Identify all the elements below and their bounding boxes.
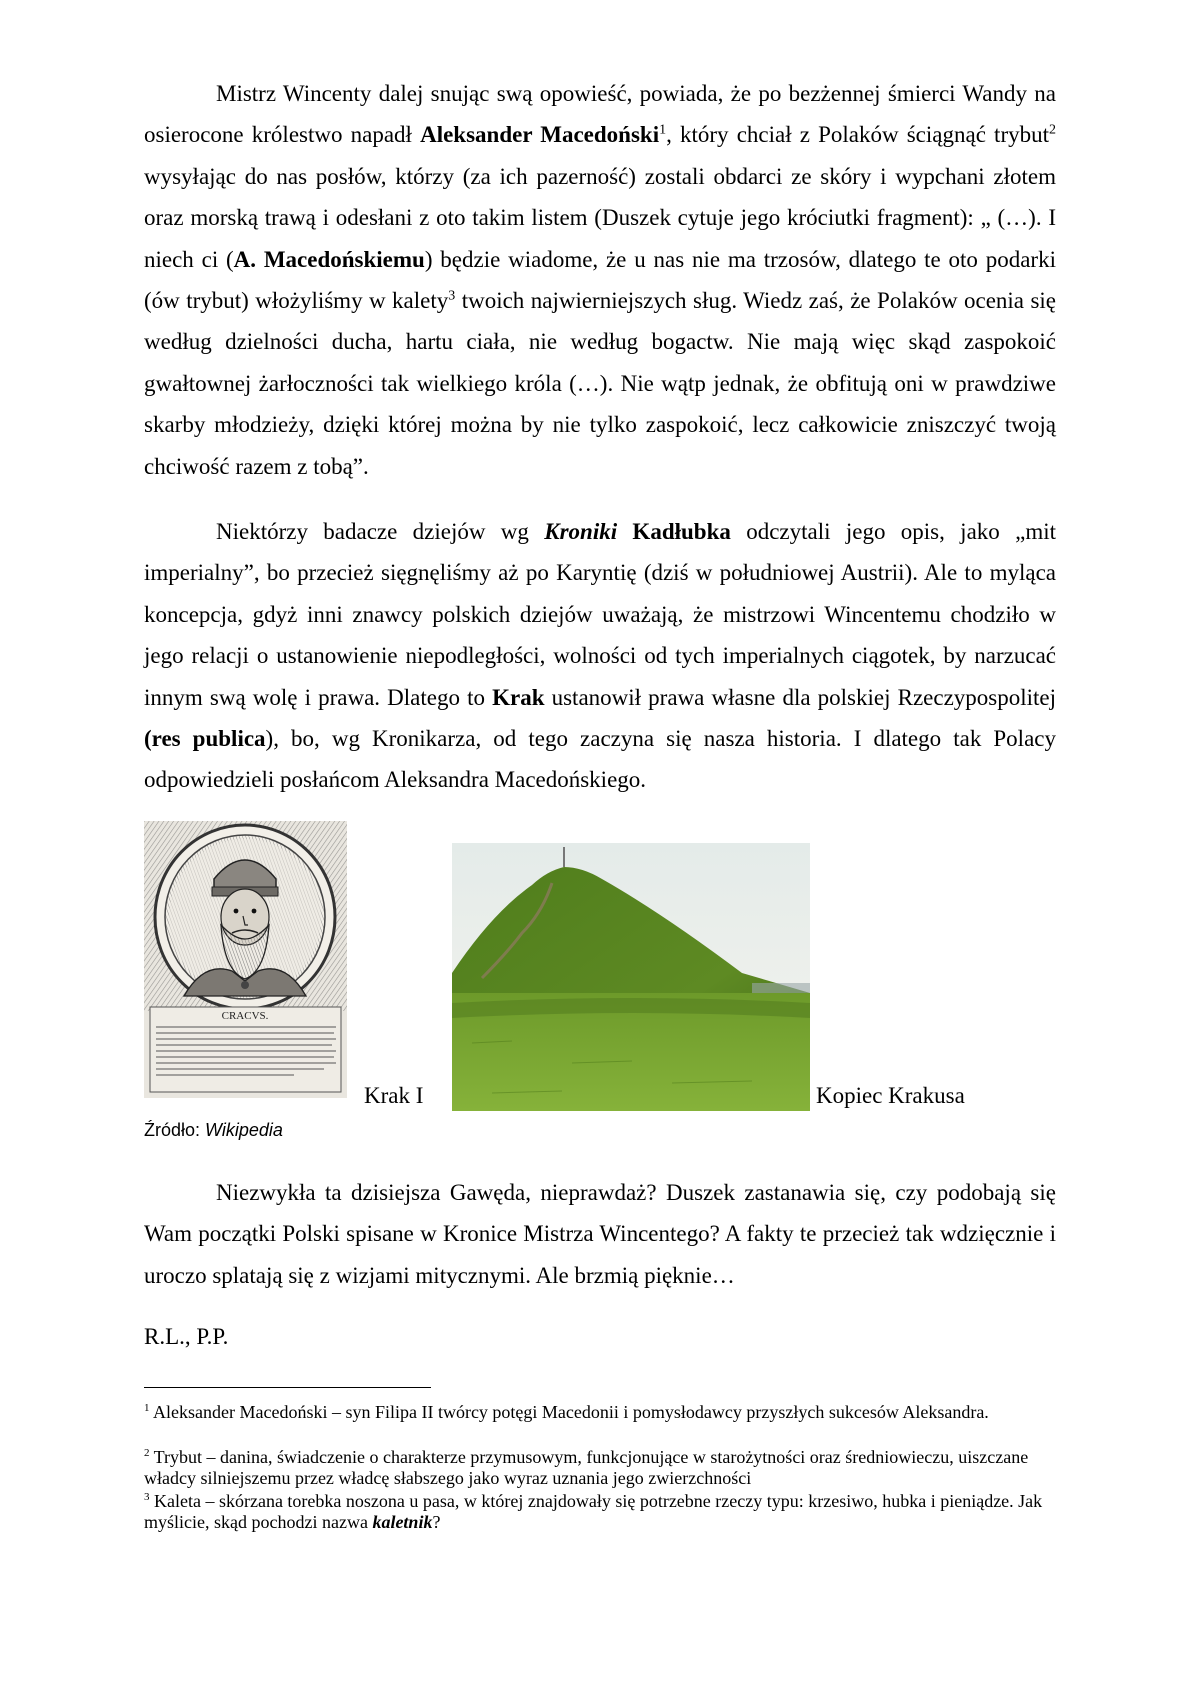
- footnote-text: Kaleta – skórzana torebka noszona u pasa, w której znajdowały się potrzebne rzeczy typu: krzesiwo, hubka i pieniądze. Jak myślicie, skąd pochodzi nazwa: [144, 1491, 1043, 1532]
- footnote-ref-3[interactable]: 3: [448, 288, 456, 304]
- engraving-illustration: [144, 821, 347, 1098]
- bold-name: Aleksander Macedoński: [420, 122, 660, 148]
- footnote-emphasis: kaletnik: [372, 1512, 433, 1532]
- text-run: wysyłając do nas posłów, którzy (za ich pazerność) zostali obdarci ze skóry i wypchani złotem oraz morską trawą i odesłani z oto takim listem (Duszek cytuje jego króciutki fragment): „ (…). I niech ci (: [144, 163, 1056, 272]
- footnote-3: [144, 1491, 1056, 1533]
- signature: R.L., P.P.: [144, 1324, 229, 1349]
- text-run: Niezwykła ta dzisiejsza Gawęda, nieprawdaż? Duszek zastanawia się, czy podobają się Wam początki Polski spisane w Kronice Mistrza Wincentego? A fakty te przecież tak wdzięcznie i uroczo splatają się z wizjami mitycznymi. Ale brzmią pięknie…: [144, 1180, 1056, 1288]
- footnote-2: [144, 1447, 1056, 1489]
- footnote-1: [144, 1402, 1056, 1423]
- text-run: ) będzie wiadome, że u nas nie ma trzosów, dlatego te oto podarki (ów trybut) włożyliśmy w kalety: [144, 246, 1056, 314]
- footnote-text: Aleksander Macedoński – syn Filipa II twórcy potęgi Macedonii i pomysłodawcy przyszłych sukcesów Aleksandra.: [149, 1402, 989, 1422]
- text-run: odczytali jego opis, jako „mit imperialny”, bo przecież sięgnęliśmy aż po Karyntię (dziś w południowej Austrii). Ale to myląca koncepcja, gdyż inni znawcy polskich dziejów uważają, że mistrzowi Wincentemu chodziło w jego relacji o ustanowienie niepodległości, wolności od tych imperialnych ciągotek, by narzucać innym swą wolę i prawa. Dlatego to: [144, 519, 1056, 710]
- text-run: , który chciał z Polaków ściągnąć trybut: [666, 122, 1049, 148]
- mound-photo-illustration: [452, 843, 810, 1111]
- footnote-ref-1[interactable]: 1: [659, 122, 667, 138]
- bold-name: A. Macedońskiemu: [233, 246, 425, 272]
- krak-portrait-image: [144, 821, 347, 1098]
- footnote-text: Trybut – danina, świadczenie o charakterze przymusowym, funkcjonujące w starożytności oraz średniowieczu, uiszczane władcy silniejszemu przez władcę słabszego jako wyraz uznania jego zwierzchności: [144, 1447, 1029, 1488]
- text-run: ustanowił prawa własne dla polskiej Rzeczypospolitej: [544, 684, 1056, 710]
- bold-name: Kadłubka: [617, 519, 731, 544]
- mound-label: Kopiec Krakusa: [816, 1083, 965, 1108]
- paragraph-1: [144, 73, 1056, 487]
- kopiec-krakusa-photo: [452, 843, 810, 1111]
- source-prefix: Źródło:: [144, 1120, 206, 1140]
- footnote-number: 2: [144, 1447, 150, 1459]
- paragraph-2: [144, 511, 1056, 801]
- portrait-label: Krak I: [364, 1083, 424, 1108]
- footnote-ref-2[interactable]: 2: [1049, 122, 1056, 138]
- bold-italic-title: Kroniki: [544, 519, 618, 544]
- footnote-separator: [144, 1387, 431, 1388]
- paragraph-3: [144, 1172, 1056, 1296]
- text-run: Niektórzy badacze dziejów wg: [216, 519, 545, 544]
- text-run: ), bo, wg Kronikarza, od tego zaczyna się nasza historia. I dlatego tak Polacy odpowiedzieli posłańcom Aleksandra Macedońskiego.: [144, 726, 1056, 793]
- bold-name: Krak: [492, 684, 545, 710]
- footnote-end: ?: [432, 1512, 441, 1532]
- text-run: twoich najwierniejszych sług. Wiedz zaś, że Polaków ocenia się według dzielności ducha, hartu ciała, nie według bogactw. Nie mają więc skąd zaspokoić gwałtownej żarłoczności tak wielkiego króla (…). Nie wątp jednak, że obfitują oni w prawdziwe skarby młodzieży, dzięki której można by nie tylko zaspokoić, lecz całkowicie zniszczyć twoją chciwość razem z tobą”.: [144, 288, 1056, 479]
- footnote-number: 1: [144, 1402, 150, 1414]
- footnote-number: 3: [144, 1491, 150, 1503]
- image-source: [144, 1120, 283, 1141]
- bold-term: (res publica: [144, 726, 266, 752]
- text-run: Mistrz Wincenty dalej snując swą opowieść, powiada, że po bezżennej śmierci Wandy na osierocone królestwo napadł: [144, 81, 1056, 148]
- portrait-caption-cracvs: CRACVS.: [221, 1010, 269, 1022]
- source-link[interactable]: Wikipedia: [205, 1120, 283, 1140]
